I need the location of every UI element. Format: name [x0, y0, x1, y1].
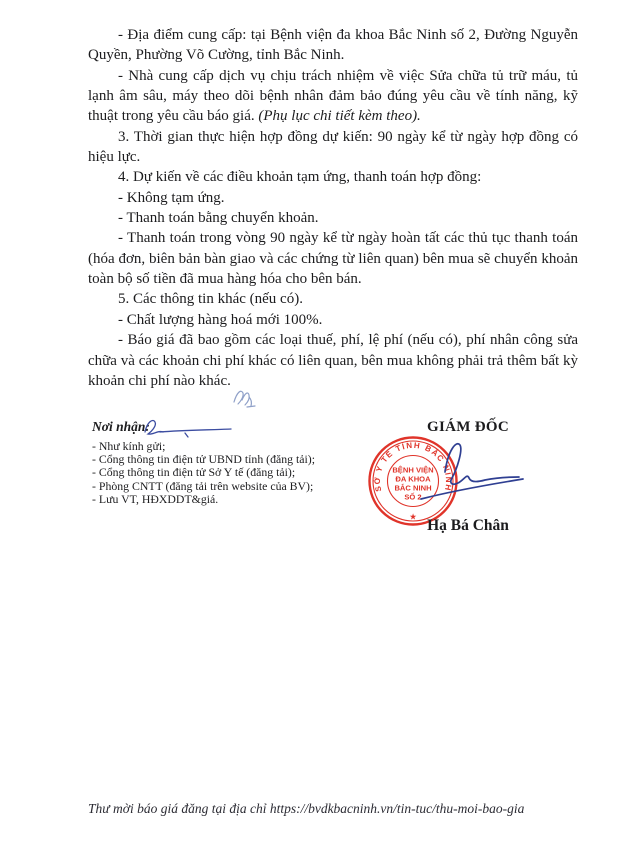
paragraph-text: - Chất lượng hàng hoá mới 100%.: [118, 311, 323, 328]
stamp-ring-text: SỞ Y TẾ TỈNH BẮC NINH: [372, 440, 454, 493]
paragraph-text: 4. Dự kiến về các điều khoản tạm ứng, thanh toán hợp đồng:: [118, 169, 482, 186]
stamp-star: ★: [409, 511, 417, 522]
initial-signature-icon: [138, 416, 234, 438]
paragraph-text: - Báo giá đã bao gồm các loại thuế, phí, lệ phí (nếu có), phí nhân công sửa chữa và các khoản chi phí khác có liên quan, bên mua không phải trả thêm bất kỳ khoản chi phí nào khác.: [88, 332, 578, 389]
recipient-item: - Cổng thông tin điện tử Sở Y tế (đăng tải);: [92, 465, 296, 480]
recipients-list: [92, 440, 392, 506]
paragraph-text: - Địa điểm cung cấp: tại Bệnh viện đa khoa Bắc Ninh số 2, Đường Nguyễn Quyền, Phường Võ Cường, tỉnh Bắc Ninh.: [88, 27, 578, 64]
paragraph-text: 5. Các thông tin khác (nếu có).: [118, 291, 303, 308]
document-body: [88, 25, 578, 391]
paragraph: [88, 228, 578, 289]
paragraph: [88, 25, 578, 66]
footer-note: Thư mời báo giá đăng tại địa chỉ https://bvdkbacninh.vn/tin-tuc/thu-moi-bao-gia: [88, 801, 525, 816]
stamp-center-line: BẮC NINH: [394, 483, 432, 493]
paragraph: [88, 330, 578, 391]
paragraph: [88, 127, 578, 168]
paragraph: [88, 310, 578, 330]
recipient-item: - Như kính gửi;: [92, 439, 166, 453]
handwritten-initial-icon: [231, 384, 263, 410]
stamp-center-line: SỐ 2: [404, 492, 422, 502]
signer-name: Hạ Bá Chân: [427, 517, 509, 534]
recipient-item: - Phòng CNTT (đăng tải trên website của BV);: [92, 478, 314, 493]
paragraph: [88, 208, 578, 228]
paragraph-italic-text: (Phụ lục chi tiết kèm theo).: [258, 108, 421, 125]
director-signature-icon: [412, 437, 524, 505]
paragraph: [88, 289, 578, 309]
paragraph-text: - Thanh toán trong vòng 90 ngày kể từ ngày hoàn tất các thủ tục thanh toán (hóa đơn, biên bản bàn giao và các chứng từ liên quan) bên mua sẽ chuyển khoản toàn bộ số tiền đã mua hàng hóa cho bên bán.: [88, 230, 578, 288]
paragraph-text: - Thanh toán bằng chuyển khoản.: [118, 210, 319, 227]
stamp-center-line: BỆNH VIỆN: [392, 465, 434, 475]
recipients-block: [92, 419, 392, 506]
paragraph: [88, 66, 578, 127]
paragraph-text: - Không tạm ứng.: [118, 189, 225, 206]
paragraph-text: 3. Thời gian thực hiện hợp đồng dự kiến: 90 ngày kể từ ngày hợp đồng có hiệu lực.: [88, 128, 578, 166]
paragraph: [88, 188, 578, 208]
stamp-center-line: ĐA KHOA: [395, 474, 431, 484]
director-title: GIÁM ĐỐC: [427, 419, 509, 435]
paragraph: [88, 167, 578, 187]
recipients-title: Nơi nhận:: [92, 419, 150, 434]
recipient-item: - Cổng thông tin điện tử UBND tỉnh (đăng tải);: [92, 452, 315, 467]
recipient-item: - Lưu VT, HĐXDDT&giá.: [92, 491, 219, 506]
paragraph-text: - Nhà cung cấp dịch vụ chịu trách nhiệm về việc Sửa chữa tủ trữ máu, tủ lạnh âm sâu, máy theo dõi bệnh nhân đảm bảo đúng yêu cầu về tính năng, kỹ thuật trong yêu cầu báo giá.: [88, 67, 578, 125]
